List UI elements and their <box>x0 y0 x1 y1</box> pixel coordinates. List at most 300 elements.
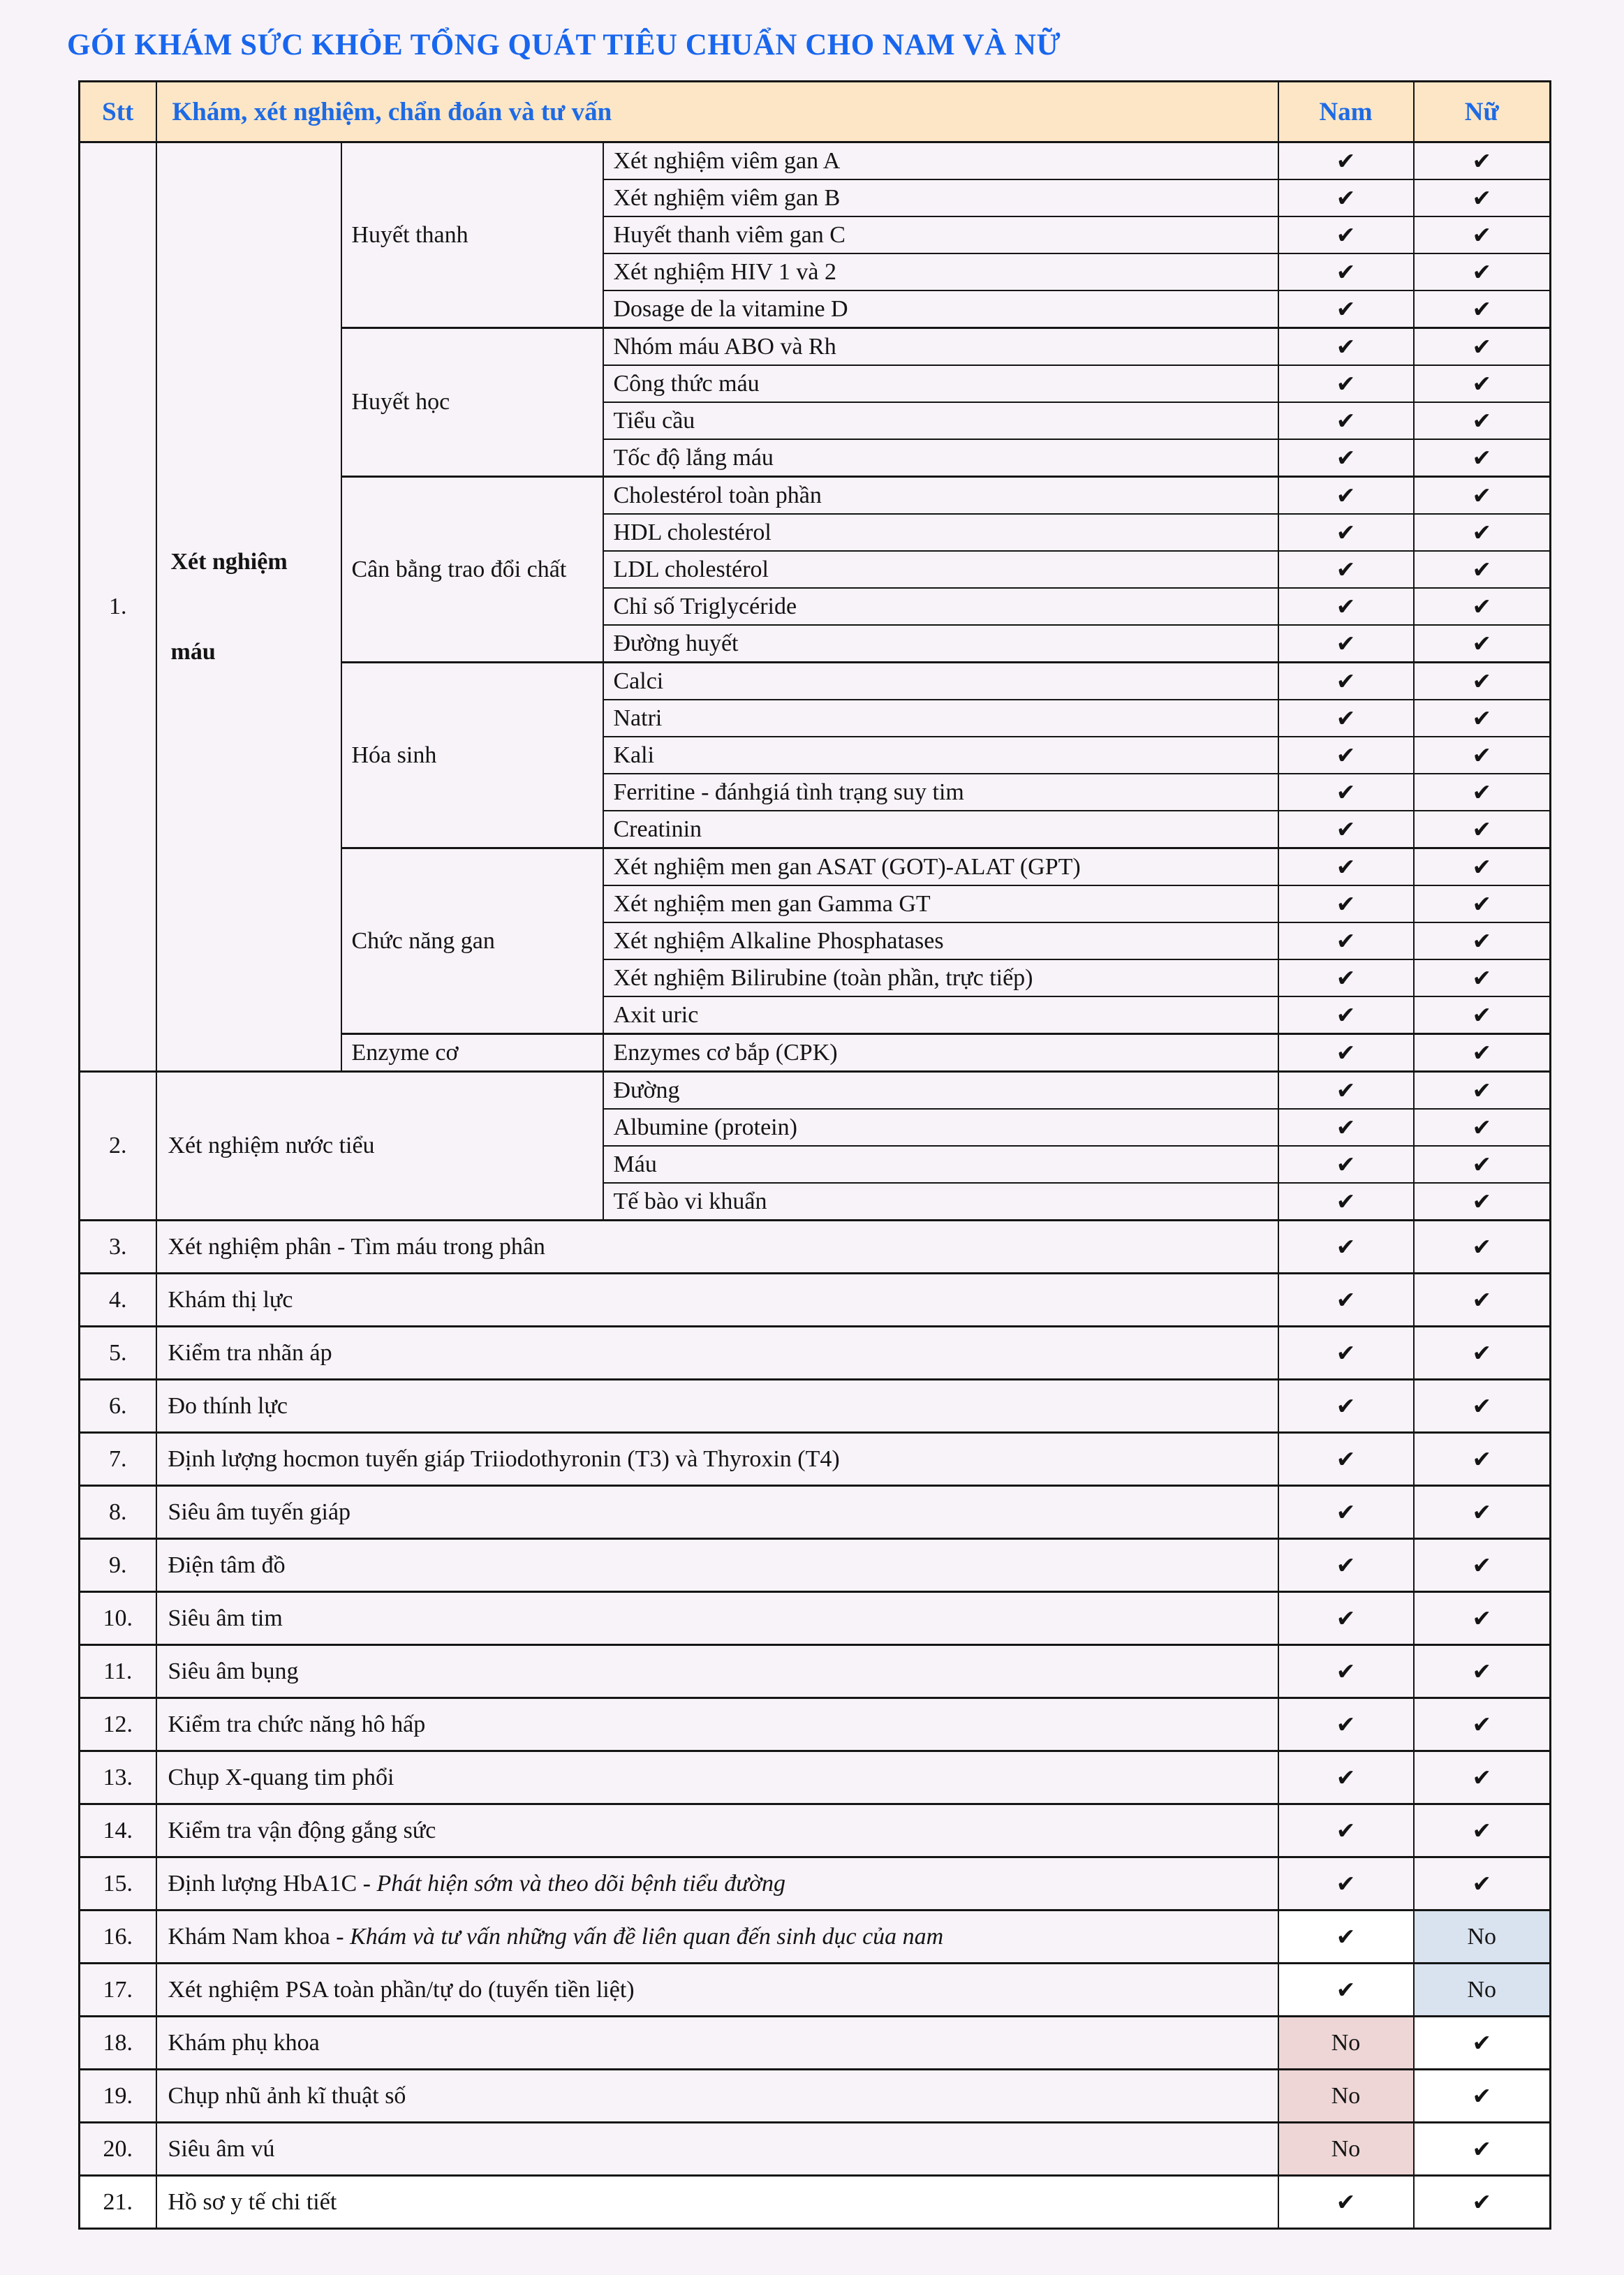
table-row <box>80 1910 1551 1964</box>
table-row <box>80 2176 1551 2229</box>
male-cell <box>1278 142 1414 180</box>
male-cell <box>1278 700 1414 737</box>
table-row <box>80 1539 1551 1592</box>
female-cell <box>1414 253 1551 290</box>
checkmark-icon: ✔ <box>1336 1187 1356 1215</box>
female-cell <box>1414 737 1551 774</box>
checkmark-icon: ✔ <box>1472 629 1492 657</box>
male-cell <box>1278 2176 1414 2229</box>
checkmark-icon: ✔ <box>1336 741 1356 769</box>
female-cell <box>1414 551 1551 588</box>
male-cell <box>1278 1221 1414 1274</box>
table-row <box>80 1804 1551 1857</box>
checkmark-icon: ✔ <box>1472 1604 1492 1632</box>
male-cell <box>1278 328 1414 366</box>
checkmark-icon: ✔ <box>1472 1657 1492 1685</box>
checkmark-icon: ✔ <box>1472 704 1492 732</box>
female-cell <box>1414 1751 1551 1804</box>
row-label-text: Định lượng hocmon tuyến giáp Triiodothyronin (T3) và Thyroxin (T4) <box>168 1445 840 1472</box>
row-number: 5. <box>80 1327 156 1380</box>
row-label <box>156 1751 1278 1804</box>
table-header-row <box>80 82 1551 142</box>
sub-item-row <box>80 142 1551 180</box>
female-cell <box>1414 365 1551 402</box>
checkmark-icon: ✔ <box>1472 778 1492 806</box>
item-label: Huyết thanh viêm gan C <box>603 216 1278 253</box>
row-label-text: Siêu âm vú <box>168 2135 275 2162</box>
checkmark-icon: ✔ <box>1336 1150 1356 1178</box>
male-cell <box>1278 1274 1414 1327</box>
row-label <box>156 1380 1278 1433</box>
checkmark-icon: ✔ <box>1336 1763 1356 1791</box>
male-cell <box>1278 2017 1414 2070</box>
item-label: Máu <box>603 1146 1278 1183</box>
table-row <box>80 1857 1551 1910</box>
male-cell <box>1278 1751 1414 1804</box>
checkmark-icon: ✔ <box>1336 295 1356 323</box>
checkmark-icon: ✔ <box>1336 555 1356 583</box>
row-number: 4. <box>80 1274 156 1327</box>
table-row <box>80 1433 1551 1486</box>
row-label-text: Xét nghiệm phân - Tìm máu trong phân <box>168 1233 545 1260</box>
checkmark-icon: ✔ <box>1472 258 1492 286</box>
row-label <box>156 1592 1278 1645</box>
checkmark-icon: ✔ <box>1472 1286 1492 1313</box>
row-label-text: Khám phụ khoa <box>168 2029 320 2056</box>
male-cell <box>1278 439 1414 477</box>
no-label: No <box>1331 2135 1361 2162</box>
item-label: Kali <box>603 737 1278 774</box>
checkmark-icon: ✔ <box>1472 1187 1492 1215</box>
item-label: Xét nghiệm viêm gan B <box>603 179 1278 216</box>
checkmark-icon: ✔ <box>1336 1445 1356 1473</box>
row-number: 7. <box>80 1433 156 1486</box>
item-label: Xét nghiệm viêm gan A <box>603 142 1278 180</box>
item-label: Xét nghiệm men gan Gamma GT <box>603 885 1278 922</box>
table-row <box>80 1592 1551 1645</box>
row-label-text: Siêu âm bụng <box>168 1658 299 1684</box>
female-cell <box>1414 216 1551 253</box>
checkmark-icon: ✔ <box>1472 147 1492 175</box>
checkmark-icon: ✔ <box>1336 369 1356 397</box>
checkmark-icon: ✔ <box>1336 1113 1356 1141</box>
item-label: Xét nghiệm Alkaline Phosphatases <box>603 922 1278 959</box>
row-number: 18. <box>80 2017 156 2070</box>
checkmark-icon: ✔ <box>1336 1869 1356 1897</box>
item-label: Xét nghiệm men gan ASAT (GOT)-ALAT (GPT) <box>603 848 1278 886</box>
checkmark-icon: ✔ <box>1336 1498 1356 1526</box>
group-label: Huyết thanh <box>341 142 603 328</box>
female-cell <box>1414 179 1551 216</box>
female-cell <box>1414 439 1551 477</box>
item-label: Cholestérol toàn phần <box>603 477 1278 515</box>
row-label-text: Kiểm tra nhãn áp <box>168 1339 332 1366</box>
female-cell <box>1414 1146 1551 1183</box>
row-label <box>156 1221 1278 1274</box>
header-male: Nam <box>1278 82 1414 142</box>
item-label: Đường <box>603 1072 1278 1110</box>
row-label-text: Siêu âm tuyến giáp <box>168 1499 351 1525</box>
table-body <box>80 82 1551 2229</box>
checkmark-icon: ✔ <box>1472 853 1492 881</box>
checkmark-icon: ✔ <box>1472 1001 1492 1029</box>
item-label: Xét nghiệm Bilirubine (toàn phần, trực tiếp) <box>603 959 1278 996</box>
male-cell <box>1278 1327 1414 1380</box>
female-cell <box>1414 1804 1551 1857</box>
checkmark-icon: ✔ <box>1472 927 1492 955</box>
no-label: No <box>1331 2029 1361 2056</box>
checkmark-icon: ✔ <box>1336 221 1356 249</box>
male-cell <box>1278 1964 1414 2017</box>
checkmark-icon: ✔ <box>1472 518 1492 546</box>
table-row <box>80 1751 1551 1804</box>
checkmark-icon: ✔ <box>1472 1392 1492 1420</box>
male-cell <box>1278 514 1414 551</box>
checkmark-icon: ✔ <box>1472 2188 1492 2216</box>
checkmark-icon: ✔ <box>1472 667 1492 695</box>
checkmark-icon: ✔ <box>1472 2082 1492 2110</box>
no-label: No <box>1467 1976 1497 2003</box>
checkmark-icon: ✔ <box>1472 1038 1492 1066</box>
checkmark-icon: ✔ <box>1336 704 1356 732</box>
female-cell <box>1414 774 1551 811</box>
checkmark-icon: ✔ <box>1336 964 1356 992</box>
female-cell <box>1414 1857 1551 1910</box>
male-cell <box>1278 1857 1414 1910</box>
female-cell <box>1414 848 1551 886</box>
row-label <box>156 1486 1278 1539</box>
female-cell <box>1414 328 1551 366</box>
male-cell <box>1278 1380 1414 1433</box>
row-label-text: Chụp nhũ ảnh kĩ thuật số <box>168 2082 406 2109</box>
checkmark-icon: ✔ <box>1336 592 1356 620</box>
checkmark-icon: ✔ <box>1336 443 1356 471</box>
health-package-table <box>78 80 1551 2230</box>
checkmark-icon: ✔ <box>1336 815 1356 843</box>
female-cell <box>1414 1592 1551 1645</box>
checkmark-icon: ✔ <box>1336 1922 1356 1950</box>
checkmark-icon: ✔ <box>1336 147 1356 175</box>
row-number: 13. <box>80 1751 156 1804</box>
checkmark-icon: ✔ <box>1472 2135 1492 2163</box>
male-cell <box>1278 2123 1414 2176</box>
male-cell <box>1278 1183 1414 1221</box>
table-row <box>80 1380 1551 1433</box>
checkmark-icon: ✔ <box>1472 184 1492 212</box>
item-label: Tốc độ lắng máu <box>603 439 1278 477</box>
row-label-text: Hồ sơ y tế chi tiết <box>168 2188 337 2215</box>
row-label-text: Khám thị lực <box>168 1286 293 1313</box>
group-label: Chức năng gan <box>341 848 603 1034</box>
item-label: Công thức máu <box>603 365 1278 402</box>
row-label <box>156 2176 1278 2229</box>
row-label <box>156 1327 1278 1380</box>
checkmark-icon: ✔ <box>1336 1038 1356 1066</box>
female-cell <box>1414 922 1551 959</box>
male-cell <box>1278 1539 1414 1592</box>
table-row <box>80 1486 1551 1539</box>
female-cell <box>1414 1539 1551 1592</box>
row-label <box>156 1964 1278 2017</box>
male-cell <box>1278 885 1414 922</box>
table-row <box>80 1964 1551 2017</box>
male-cell <box>1278 1433 1414 1486</box>
item-label: Đường huyết <box>603 625 1278 663</box>
female-cell <box>1414 1698 1551 1751</box>
row-number: 11. <box>80 1645 156 1698</box>
row-label-text: Đo thính lực <box>168 1392 288 1419</box>
checkmark-icon: ✔ <box>1336 258 1356 286</box>
group-label: Huyết học <box>341 328 603 477</box>
female-cell <box>1414 1380 1551 1433</box>
checkmark-icon: ✔ <box>1336 629 1356 657</box>
row-number: 17. <box>80 1964 156 2017</box>
table-row <box>80 1274 1551 1327</box>
checkmark-icon: ✔ <box>1472 1551 1492 1579</box>
item-label: Albumine (protein) <box>603 1109 1278 1146</box>
checkmark-icon: ✔ <box>1472 332 1492 360</box>
female-cell <box>1414 142 1551 180</box>
row-label <box>156 1910 1278 1964</box>
checkmark-icon: ✔ <box>1336 1339 1356 1367</box>
checkmark-icon: ✔ <box>1336 184 1356 212</box>
row-label <box>156 1804 1278 1857</box>
checkmark-icon: ✔ <box>1472 295 1492 323</box>
checkmark-icon: ✔ <box>1472 406 1492 434</box>
female-cell <box>1414 1221 1551 1274</box>
female-cell <box>1414 1964 1551 2017</box>
row-label-text: Khám Nam khoa - <box>168 1923 350 1950</box>
male-cell <box>1278 365 1414 402</box>
header-female: Nữ <box>1414 82 1551 142</box>
row-label <box>156 1433 1278 1486</box>
female-cell <box>1414 811 1551 848</box>
row-number: 6. <box>80 1380 156 1433</box>
row-label <box>156 2017 1278 2070</box>
female-cell <box>1414 1109 1551 1146</box>
female-cell <box>1414 996 1551 1034</box>
no-label: No <box>1467 1923 1497 1950</box>
female-cell <box>1414 514 1551 551</box>
checkmark-icon: ✔ <box>1336 518 1356 546</box>
row-number: 21. <box>80 2176 156 2229</box>
item-label: Enzymes cơ bắp (CPK) <box>603 1034 1278 1072</box>
row-label-text: Định lượng HbA1C - <box>168 1870 377 1897</box>
item-label: Creatinin <box>603 811 1278 848</box>
checkmark-icon: ✔ <box>1336 1551 1356 1579</box>
female-cell <box>1414 959 1551 996</box>
row-label-text: Siêu âm tim <box>168 1605 283 1631</box>
checkmark-icon: ✔ <box>1336 406 1356 434</box>
male-cell <box>1278 1804 1414 1857</box>
female-cell <box>1414 1486 1551 1539</box>
checkmark-icon: ✔ <box>1336 332 1356 360</box>
checkmark-icon: ✔ <box>1336 1076 1356 1104</box>
checkmark-icon: ✔ <box>1472 1869 1492 1897</box>
checkmark-icon: ✔ <box>1336 1286 1356 1313</box>
female-cell <box>1414 2123 1551 2176</box>
female-cell <box>1414 663 1551 700</box>
checkmark-icon: ✔ <box>1472 1113 1492 1141</box>
checkmark-icon: ✔ <box>1336 853 1356 881</box>
male-cell <box>1278 551 1414 588</box>
checkmark-icon: ✔ <box>1336 927 1356 955</box>
row-number: 2. <box>80 1072 156 1221</box>
male-cell <box>1278 216 1414 253</box>
male-cell <box>1278 290 1414 328</box>
table-row <box>80 1327 1551 1380</box>
checkmark-icon: ✔ <box>1336 1604 1356 1632</box>
checkmark-icon: ✔ <box>1472 443 1492 471</box>
checkmark-icon: ✔ <box>1472 1076 1492 1104</box>
female-cell <box>1414 1327 1551 1380</box>
item-label: Calci <box>603 663 1278 700</box>
checkmark-icon: ✔ <box>1472 369 1492 397</box>
checkmark-icon: ✔ <box>1336 1816 1356 1844</box>
item-label: Tế bào vi khuẩn <box>603 1183 1278 1221</box>
table-row <box>80 1221 1551 1274</box>
checkmark-icon: ✔ <box>1472 741 1492 769</box>
checkmark-icon: ✔ <box>1472 1498 1492 1526</box>
table-row <box>80 2017 1551 2070</box>
checkmark-icon: ✔ <box>1336 1710 1356 1738</box>
checkmark-icon: ✔ <box>1336 1392 1356 1420</box>
female-cell <box>1414 625 1551 663</box>
row-number: 15. <box>80 1857 156 1910</box>
male-cell <box>1278 1486 1414 1539</box>
sub-item-row <box>80 1072 1551 1110</box>
female-cell <box>1414 2070 1551 2123</box>
checkmark-icon: ✔ <box>1472 2029 1492 2056</box>
checkmark-icon: ✔ <box>1336 1975 1356 2003</box>
row-number: 8. <box>80 1486 156 1539</box>
female-cell <box>1414 2176 1551 2229</box>
male-cell <box>1278 2070 1414 2123</box>
checkmark-icon: ✔ <box>1472 555 1492 583</box>
row-label-note: Khám và tư vấn những vấn đề liên quan đến sinh dục của nam <box>350 1923 944 1950</box>
item-label: Axit uric <box>603 996 1278 1034</box>
male-cell <box>1278 402 1414 439</box>
row-number: 9. <box>80 1539 156 1592</box>
row-number: 12. <box>80 1698 156 1751</box>
checkmark-icon: ✔ <box>1336 2188 1356 2216</box>
checkmark-icon: ✔ <box>1472 1710 1492 1738</box>
male-cell <box>1278 737 1414 774</box>
male-cell <box>1278 1034 1414 1072</box>
item-label: Ferritine - đánhgiá tình trạng suy tim <box>603 774 1278 811</box>
female-cell <box>1414 700 1551 737</box>
male-cell <box>1278 477 1414 515</box>
checkmark-icon: ✔ <box>1472 1763 1492 1791</box>
checkmark-icon: ✔ <box>1472 815 1492 843</box>
male-cell <box>1278 959 1414 996</box>
checkmark-icon: ✔ <box>1472 890 1492 918</box>
row-label <box>156 1645 1278 1698</box>
male-cell <box>1278 253 1414 290</box>
item-label: Chỉ số Triglycéride <box>603 588 1278 625</box>
row-label <box>156 1698 1278 1751</box>
checkmark-icon: ✔ <box>1336 1232 1356 1260</box>
checkmark-icon: ✔ <box>1472 1816 1492 1844</box>
checkmark-icon: ✔ <box>1336 481 1356 509</box>
row-number: 10. <box>80 1592 156 1645</box>
page-title: GÓI KHÁM SỨC KHỎE TỔNG QUÁT TIÊU CHUẨN CHO NAM VÀ NỮ <box>67 29 1061 61</box>
row-label-text: Chụp X-quang tim phổi <box>168 1764 394 1790</box>
table-row <box>80 2070 1551 2123</box>
item-label: Xét nghiệm HIV 1 và 2 <box>603 253 1278 290</box>
checkmark-icon: ✔ <box>1472 1150 1492 1178</box>
row-label <box>156 2070 1278 2123</box>
row-number: 20. <box>80 2123 156 2176</box>
row-label-note: Phát hiện sớm và theo dõi bệnh tiểu đường <box>376 1870 785 1897</box>
checkmark-icon: ✔ <box>1336 1001 1356 1029</box>
male-cell <box>1278 996 1414 1034</box>
item-label: Dosage de la vitamine D <box>603 290 1278 328</box>
item-label: LDL cholestérol <box>603 551 1278 588</box>
group-label: Hóa sinh <box>341 663 603 848</box>
checkmark-icon: ✔ <box>1472 1339 1492 1367</box>
male-cell <box>1278 774 1414 811</box>
no-label: No <box>1331 2082 1361 2109</box>
male-cell <box>1278 179 1414 216</box>
male-cell <box>1278 811 1414 848</box>
table-row <box>80 2123 1551 2176</box>
group-label: Cân bằng trao đổi chất <box>341 477 603 663</box>
row-number: 16. <box>80 1910 156 1964</box>
female-cell <box>1414 885 1551 922</box>
table-row <box>80 1698 1551 1751</box>
checkmark-icon: ✔ <box>1336 778 1356 806</box>
row-number: 1. <box>80 142 156 1072</box>
row-label-text: Điện tâm đồ <box>168 1552 286 1578</box>
row-number: 19. <box>80 2070 156 2123</box>
male-cell <box>1278 1698 1414 1751</box>
row-label <box>156 2123 1278 2176</box>
female-cell <box>1414 1072 1551 1110</box>
checkmark-icon: ✔ <box>1336 1657 1356 1685</box>
item-label: Nhóm máu ABO và Rh <box>603 328 1278 366</box>
table-row <box>80 1645 1551 1698</box>
male-cell <box>1278 663 1414 700</box>
header-stt: Stt <box>80 82 156 142</box>
category-label: Xét nghiệm nước tiểu <box>156 1072 603 1221</box>
male-cell <box>1278 1645 1414 1698</box>
checkmark-icon: ✔ <box>1472 481 1492 509</box>
row-label-text: Kiểm tra chức năng hô hấp <box>168 1711 426 1737</box>
row-label-text: Xét nghiệm PSA toàn phần/tự do (tuyến tiền liệt) <box>168 1976 635 2003</box>
female-cell <box>1414 1034 1551 1072</box>
item-label: Tiểu cầu <box>603 402 1278 439</box>
row-label-text: Kiểm tra vận động gắng sức <box>168 1817 436 1843</box>
checkmark-icon: ✔ <box>1472 592 1492 620</box>
male-cell <box>1278 922 1414 959</box>
male-cell <box>1278 848 1414 886</box>
female-cell <box>1414 1910 1551 1964</box>
checkmark-icon: ✔ <box>1472 1232 1492 1260</box>
row-label <box>156 1274 1278 1327</box>
female-cell <box>1414 1274 1551 1327</box>
checkmark-icon: ✔ <box>1472 221 1492 249</box>
male-cell <box>1278 588 1414 625</box>
male-cell <box>1278 1592 1414 1645</box>
male-cell <box>1278 625 1414 663</box>
item-label: HDL cholestérol <box>603 514 1278 551</box>
checkmark-icon: ✔ <box>1336 890 1356 918</box>
female-cell <box>1414 2017 1551 2070</box>
male-cell <box>1278 1910 1414 1964</box>
row-label <box>156 1857 1278 1910</box>
category-label <box>156 142 341 1072</box>
